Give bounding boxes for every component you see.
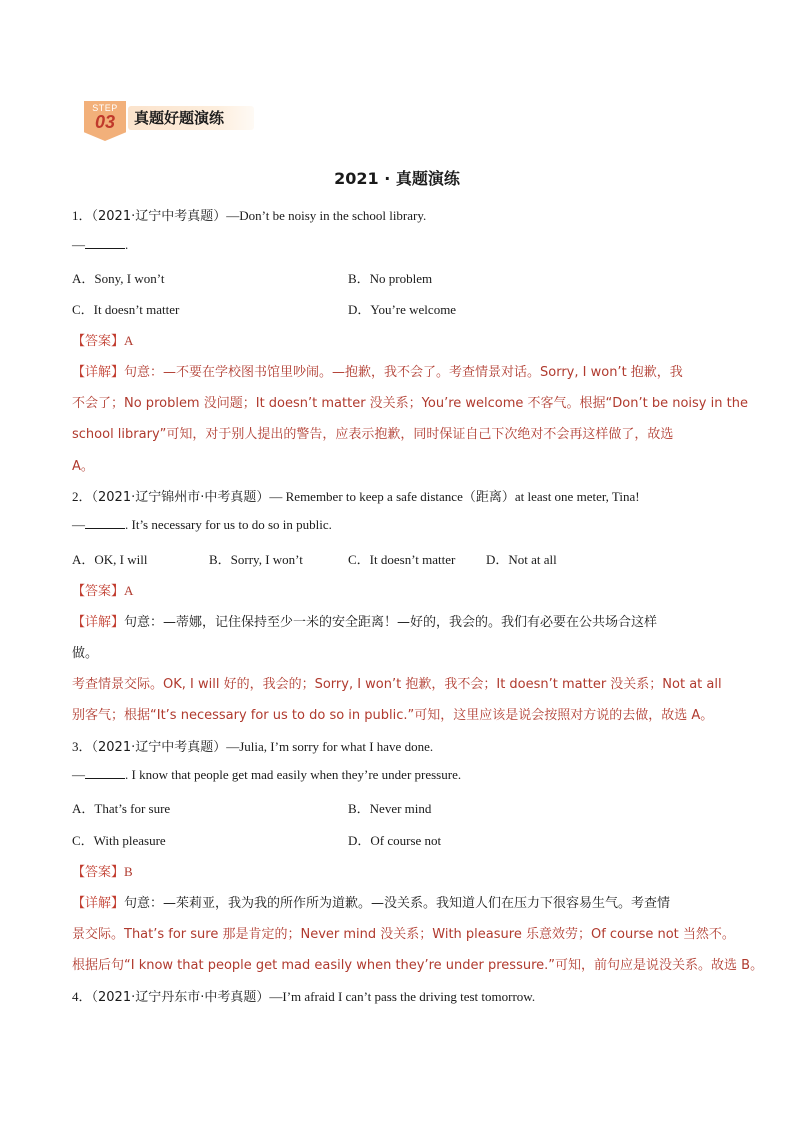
q1-detail-tag: 【详解】 [72, 365, 125, 380]
q4-stem-line [72, 986, 722, 1005]
q2-option-c: C．It doesn’t matter [348, 552, 456, 567]
q1-option-c: C．It doesn’t matter [72, 302, 180, 317]
q1-option-b: B．No problem [348, 271, 433, 286]
q2-detail-text-1: 句意：—蒂娜，记住保持至少一米的安全距离！—好的，我会的。我们有必要在公共场合这样 [124, 615, 658, 630]
q3-option-a: A．That’s for sure [72, 801, 171, 816]
q1-dot: . [125, 237, 129, 252]
q3-answer-line [72, 861, 722, 880]
q1-dash: — [72, 237, 85, 252]
q2-option-a: A．OK, I will [72, 552, 148, 567]
q1-detail-line-4: A。 [72, 459, 94, 474]
q1-option-d: D．You’re welcome [348, 302, 457, 317]
step-word: STEP [92, 103, 118, 113]
q1-answer-tag: 【答案】 [72, 334, 125, 349]
q3-source: （2021·辽宁中考真题） [91, 740, 227, 755]
q2-blank-line [72, 517, 722, 533]
q2-option-b: B．Sorry, I won’t [209, 552, 303, 567]
q3-detail-line-2: 景交际。That’s for sure 那是肯定的；Never mind 没关系；With pleasure 乐意效劳；Of course not 当然不。 [72, 927, 735, 942]
step-tag [84, 101, 126, 141]
q3-option-c: C．With pleasure [72, 833, 166, 848]
q3-detail-text-1: 句意：—茱莉亚，我为我的所作所为道歉。—没关系。我知道人们在压力下很容易生气。考查情 [124, 896, 671, 911]
q1-detail-text-1: 句意：—不要在学校图书馆里吵闹。—抱歉，我不会了。考查情景对话。Sorry, I won’t 抱歉，我 [124, 365, 683, 380]
q2-detail-tag: 【详解】 [72, 615, 125, 630]
q1-detail-line-3: school library”可知，对于别人提出的警告，应表示抱歉，同时保证自己下次绝对不会再这样做了，故选 [72, 427, 674, 442]
q3-detail-line-3: 根据后句“I know that people get mad easily when they’re under pressure.”可知，前句应是说没关系。故选 B。 [72, 958, 764, 973]
q2-option-d: D．Not at all [486, 552, 557, 567]
q3-after-blank: . I know that people get mad easily when they’re under pressure. [125, 767, 462, 782]
q2-blank [85, 518, 125, 529]
q3-blank [85, 768, 125, 779]
q1-detail-line-2: 不会了；No problem 没问题；It doesn’t matter 没关系；You’re welcome 不客气。根据“Don’t be noisy in the [72, 396, 748, 411]
step-label: 真题好题演练 [128, 106, 254, 130]
q3-stem: —Julia, I’m sorry for what I have done. [226, 739, 434, 754]
q2-answer-tag: 【答案】 [72, 584, 125, 599]
step-badge [78, 99, 253, 145]
q2-detail-line-3: 考查情景交际。OK, I will 好的，我会的；Sorry, I won’t 抱歉，我不会；It doesn’t matter 没关系；Not at all [72, 677, 722, 692]
q1-blank-line [72, 237, 722, 253]
q4-source: （2021·辽宁丹东市·中考真题） [91, 990, 270, 1005]
q3-option-b: B．Never mind [348, 801, 432, 816]
q1-answer-line [72, 330, 722, 349]
q3-detail-line-1 [72, 892, 722, 911]
q1-stem: —Don’t be noisy in the school library. [226, 208, 427, 223]
q2-answer-line [72, 580, 722, 599]
q3-detail-tag: 【详解】 [72, 896, 125, 911]
q3-answer-tag: 【答案】 [72, 865, 125, 880]
q1-answer: A [124, 333, 134, 348]
q2-detail-line-2: 做。 [72, 646, 99, 661]
q2-dash: — [72, 517, 85, 532]
q2-answer: A [124, 583, 134, 598]
q3-dash: — [72, 767, 85, 782]
section-title: 2021 · 真题演练 [334, 169, 460, 188]
q3-number: 3． [72, 739, 92, 754]
q1-source: （2021·辽宁中考真题） [91, 209, 227, 224]
q2-stem: — Remember to keep a safe distance（距离）at least one meter, Tina! [269, 489, 640, 504]
q2-number: 2． [72, 489, 92, 504]
q3-answer: B [124, 864, 133, 879]
q2-source: （2021·辽宁锦州市·中考真题） [91, 490, 270, 505]
q1-option-a: A．Sony, I won’t [72, 271, 165, 286]
q3-stem-line [72, 736, 722, 755]
q4-number: 4． [72, 989, 92, 1004]
q2-detail-line-1 [72, 611, 722, 630]
q1-number: 1． [72, 208, 92, 223]
q3-blank-line [72, 767, 722, 783]
q1-blank [85, 238, 125, 249]
q1-stem-line [72, 205, 722, 224]
q4-stem: —I’m afraid I can’t pass the driving test tomorrow. [269, 989, 536, 1004]
q1-detail-line-1 [72, 361, 722, 380]
q2-detail-line-4: 别客气；根据“It’s necessary for us to do so in public.”可知，这里应该是说会按照对方说的去做，故选 A。 [72, 708, 714, 723]
q2-after-blank: . It’s necessary for us to do so in public. [125, 517, 332, 532]
q3-option-d: D．Of course not [348, 833, 442, 848]
step-number: 03 [94, 112, 116, 132]
q2-stem-line [72, 486, 722, 505]
